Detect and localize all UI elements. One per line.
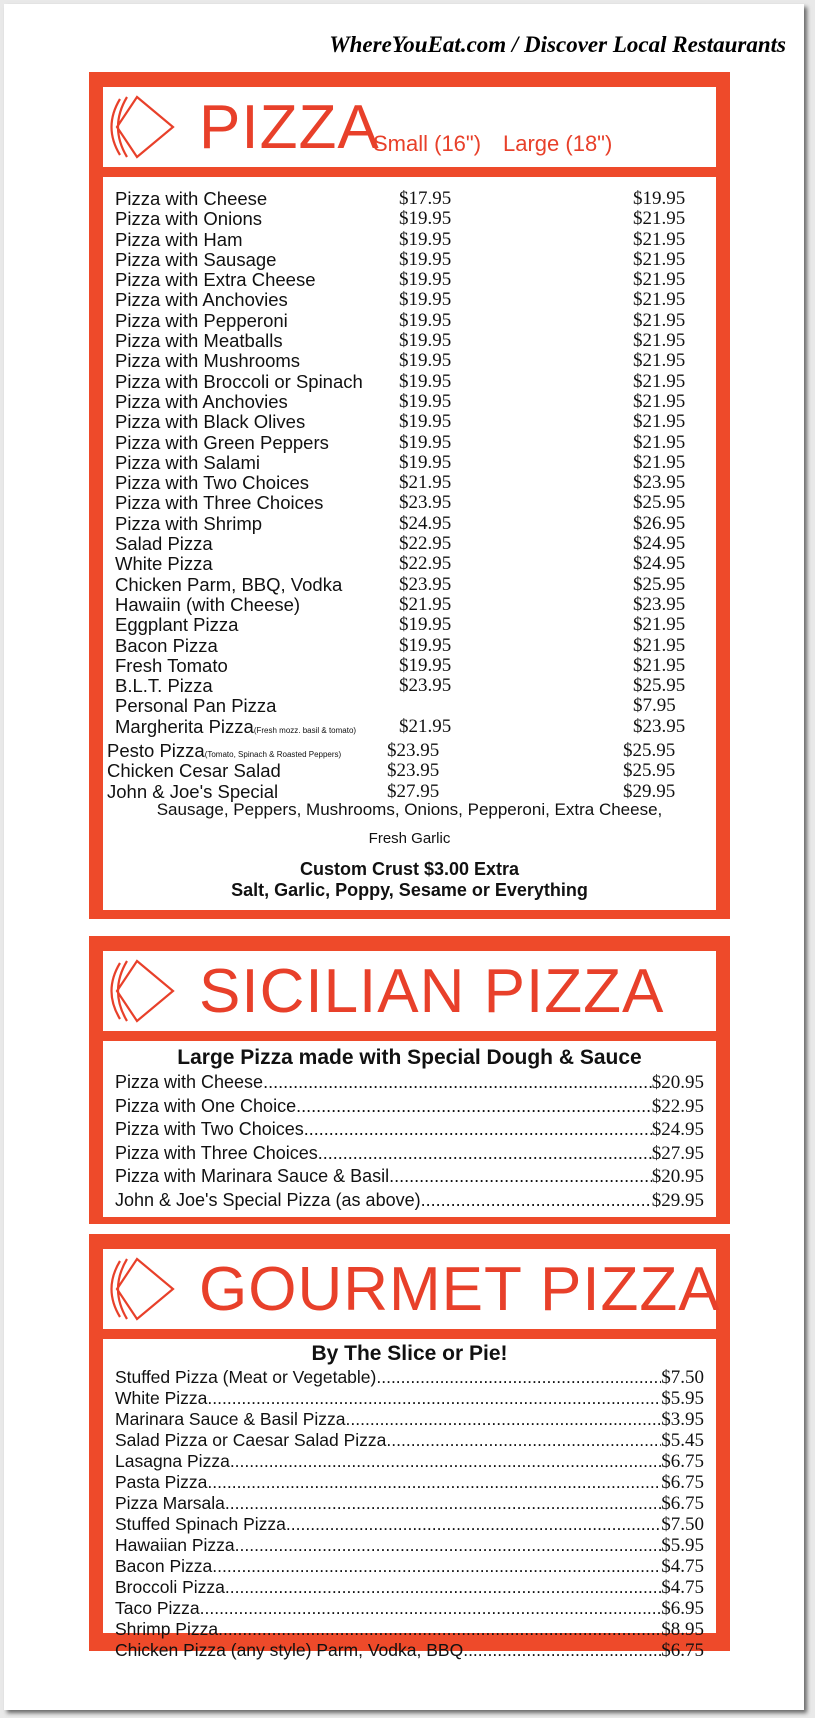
item-name-text: Salad Pizza — [115, 533, 213, 555]
menu-item-row — [115, 250, 704, 270]
item-name: Pasta Pizza — [115, 1472, 208, 1492]
sicilian-subheading: Large Pizza made with Special Dough & Sauce — [177, 1046, 642, 1069]
price-large: $21.95 — [633, 654, 686, 676]
menu-item-row — [115, 1165, 704, 1189]
sicilian-section — [89, 936, 730, 1224]
price-small: $21.95 — [399, 715, 452, 737]
menu-item-row — [107, 740, 704, 762]
item-name — [115, 372, 363, 392]
item-name — [115, 290, 288, 310]
dot-leader — [225, 1577, 661, 1597]
item-name — [115, 270, 316, 290]
special-description: Sausage, Peppers, Mushrooms, Onions, Pepperoni, Extra Cheese, — [156, 799, 663, 819]
gourmet-list — [115, 1367, 704, 1661]
item-name-text: Pizza with Anchovies — [115, 289, 288, 311]
item-name — [115, 696, 276, 716]
menu-item-row — [115, 331, 704, 351]
pizza-header — [103, 87, 716, 167]
menu-item-row — [115, 189, 704, 209]
gourmet-body — [103, 1339, 716, 1661]
price-large: $21.95 — [633, 248, 686, 270]
item-price: $27.95 — [651, 1142, 704, 1164]
price-large: $25.95 — [633, 573, 686, 595]
item-name: Pizza with Three Choices — [115, 1142, 318, 1163]
price-small: $19.95 — [399, 634, 452, 656]
item-name-text: Pizza with Onions — [115, 208, 263, 230]
price-large: $21.95 — [633, 289, 686, 311]
menu-item-row — [115, 1095, 704, 1119]
price-small: $19.95 — [399, 411, 452, 433]
item-name: Pizza with One Choice — [115, 1095, 297, 1116]
item-name-text: Chicken Parm, BBQ, Vodka — [115, 573, 343, 595]
item-name: Pizza with Two Choices — [115, 1119, 304, 1139]
menu-item-row — [107, 760, 704, 782]
price-small: $19.95 — [399, 451, 452, 473]
item-name — [115, 595, 300, 615]
dot-leader — [207, 1388, 661, 1408]
item-price: $4.75 — [661, 1577, 704, 1598]
item-name — [115, 493, 323, 513]
pizza-body — [103, 177, 716, 910]
item-name-text: Pizza with Salami — [115, 451, 260, 473]
price-large: $21.95 — [633, 390, 686, 412]
item-price: $22.95 — [651, 1095, 704, 1117]
price-small: $19.95 — [399, 330, 452, 352]
gourmet-title: GOURMET PIZZA — [199, 1255, 721, 1324]
gourmet-section — [89, 1234, 730, 1661]
menu-item-row — [115, 1535, 704, 1556]
price-large: $21.95 — [633, 411, 686, 433]
price-small: $19.95 — [399, 228, 452, 250]
dot-leader — [207, 1472, 661, 1492]
price-small: $19.95 — [399, 269, 452, 291]
dot-leader — [218, 1619, 661, 1639]
item-name-text: John & Joe's Special — [107, 780, 279, 802]
price-small: $19.95 — [399, 248, 452, 270]
menu-item-row — [115, 696, 704, 716]
diamond-logo-icon — [107, 93, 185, 161]
item-name-text: Pesto Pizza — [107, 740, 205, 762]
price-small: $19.95 — [399, 370, 452, 392]
dot-leader — [212, 1556, 661, 1576]
item-name-text: Pizza with Broccoli or Spinach — [115, 370, 363, 392]
item-price: $4.75 — [661, 1556, 704, 1577]
menu-item-row — [115, 1142, 704, 1166]
price-small: $19.95 — [399, 390, 452, 412]
price-large: $26.95 — [633, 512, 686, 534]
item-name — [115, 615, 238, 635]
menu-item-row — [115, 270, 704, 290]
item-name-text: Pizza with Sausage — [115, 248, 277, 270]
price-large: $21.95 — [633, 330, 686, 352]
menu-item-row — [115, 1409, 704, 1430]
menu-item-row — [115, 636, 704, 656]
menu-item-row — [115, 351, 704, 371]
dot-leader — [389, 1165, 652, 1189]
item-name-text: Pizza with Shrimp — [115, 512, 263, 534]
item-name — [115, 554, 213, 574]
item-name: Broccoli Pizza — [115, 1577, 225, 1597]
item-name — [115, 534, 213, 554]
item-name-text: Pizza with Mushrooms — [115, 350, 301, 372]
dot-leader — [376, 1367, 661, 1387]
item-price: $5.95 — [661, 1388, 704, 1409]
dot-leader — [346, 1409, 662, 1429]
price-large: $21.95 — [633, 614, 686, 636]
price-large: $24.95 — [633, 533, 686, 555]
price-small: $23.95 — [387, 740, 440, 762]
item-name: Marinara Sauce & Basil Pizza — [115, 1409, 346, 1429]
item-name — [115, 230, 242, 250]
item-price: $5.45 — [661, 1430, 704, 1451]
item-price: $24.95 — [651, 1119, 704, 1140]
item-name: Pizza Marsala — [115, 1493, 225, 1513]
item-price: $6.95 — [661, 1598, 704, 1619]
menu-item-row — [115, 1493, 704, 1514]
menu-item-row — [115, 534, 704, 554]
menu-item-row — [115, 1367, 704, 1388]
item-name — [115, 636, 218, 656]
item-name-text: Bacon Pizza — [115, 634, 218, 656]
dot-leader — [304, 1118, 652, 1142]
price-small: $19.95 — [399, 350, 452, 372]
menu-item-row — [115, 595, 704, 615]
dot-leader — [225, 1493, 661, 1513]
item-price: $20.95 — [651, 1072, 704, 1093]
menu-item-row — [115, 656, 704, 676]
menu-item-row — [115, 1577, 704, 1598]
menu-item-row — [115, 290, 704, 310]
item-name: Hawaiian Pizza — [115, 1535, 235, 1555]
dot-leader — [286, 1514, 661, 1534]
item-name-text: Fresh Tomato — [115, 654, 228, 676]
item-name — [115, 392, 288, 412]
item-name — [115, 250, 276, 270]
item-name: White Pizza — [115, 1388, 208, 1408]
item-price: $5.95 — [661, 1535, 704, 1556]
item-name: Pizza with Cheese — [115, 1072, 264, 1092]
item-price: $7.50 — [661, 1367, 704, 1388]
menu-item-row — [115, 473, 704, 493]
item-name — [115, 433, 329, 453]
diamond-logo-icon — [107, 1255, 185, 1323]
menu-item-row — [115, 1451, 704, 1472]
sicilian-list — [115, 1071, 704, 1212]
gourmet-subheading: By The Slice or Pie! — [311, 1342, 508, 1365]
pizza-extra-list — [107, 740, 704, 802]
item-price: $3.95 — [661, 1409, 704, 1430]
item-name: Stuffed Spinach Pizza — [115, 1514, 286, 1534]
sicilian-body — [103, 1041, 716, 1217]
price-large: $25.95 — [633, 492, 686, 514]
menu-item-row — [115, 1619, 704, 1640]
menu-item-row — [115, 493, 704, 513]
price-small: $19.95 — [399, 654, 452, 676]
item-name: Bacon Pizza — [115, 1556, 213, 1576]
item-note: (Fresh mozz. basil & tomato) — [253, 725, 357, 735]
item-name: Taco Pizza — [115, 1598, 200, 1618]
gourmet-header — [103, 1249, 721, 1329]
menu-item-row — [115, 1071, 704, 1095]
item-name-text: Pizza with Extra Cheese — [115, 269, 316, 291]
price-large: $23.95 — [633, 715, 686, 737]
item-name — [115, 453, 260, 473]
item-name: Stuffed Pizza (Meat or Vegetable) — [115, 1367, 377, 1387]
item-name: Pizza with Marinara Sauce & Basil — [115, 1166, 390, 1186]
item-name-text: Pizza with Two Choices — [115, 472, 309, 494]
item-name-text: Eggplant Pizza — [115, 614, 239, 636]
price-large: $21.95 — [633, 634, 686, 656]
item-name: Chicken Pizza (any style) Parm, Vodka, BBQ — [115, 1640, 464, 1660]
item-price: $29.95 — [651, 1189, 704, 1211]
item-name — [107, 761, 281, 781]
item-name-text: Pizza with Green Peppers — [115, 431, 329, 453]
menu-item-row — [115, 453, 704, 473]
price-small: $19.95 — [399, 614, 452, 636]
item-name-text: Pizza with Anchovies — [115, 390, 288, 412]
item-price: $7.50 — [661, 1514, 704, 1535]
item-name — [115, 311, 288, 331]
dot-leader — [386, 1430, 661, 1450]
price-small: $19.95 — [399, 289, 452, 311]
dot-leader — [200, 1598, 662, 1618]
menu-item-row — [115, 575, 704, 595]
dot-leader — [421, 1189, 652, 1213]
item-name-text: Personal Pan Pizza — [115, 695, 277, 717]
price-small: $21.95 — [399, 472, 452, 494]
dot-leader — [230, 1451, 661, 1471]
item-name — [115, 351, 300, 371]
menu-item-row — [115, 1598, 704, 1619]
item-name-text: Pizza with Black Olives — [115, 411, 306, 433]
sicilian-header — [103, 951, 716, 1031]
price-small: $17.95 — [399, 188, 452, 209]
item-name: Salad Pizza or Caesar Salad Pizza — [115, 1430, 387, 1450]
diamond-logo-icon — [107, 957, 185, 1025]
menu-item-row — [115, 209, 704, 229]
item-name — [115, 189, 267, 209]
menu-item-row — [115, 1189, 704, 1213]
price-large: $21.95 — [633, 208, 686, 230]
menu-item-row — [115, 514, 704, 534]
price-small: $23.95 — [399, 573, 452, 595]
price-large: $25.95 — [623, 740, 676, 762]
pizza-section — [89, 72, 730, 919]
item-price: $8.95 — [661, 1619, 704, 1640]
price-large: $25.95 — [623, 760, 676, 782]
price-large: $23.95 — [633, 472, 686, 494]
price-small: $23.95 — [399, 675, 452, 697]
sicilian-title: SICILIAN PIZZA — [199, 957, 665, 1026]
price-large: $21.95 — [633, 269, 686, 291]
item-name-text: B.L.T. Pizza — [115, 675, 213, 697]
menu-item-row — [115, 433, 704, 453]
item-price: $6.75 — [661, 1472, 704, 1493]
price-large: $21.95 — [633, 370, 686, 392]
menu-page — [4, 4, 804, 1710]
menu-item-row — [115, 230, 704, 250]
item-name — [115, 331, 283, 351]
item-name: Lasagna Pizza — [115, 1451, 230, 1471]
price-large: $21.95 — [633, 309, 686, 331]
item-name-text: Pizza with Cheese — [115, 188, 268, 209]
price-large: $24.95 — [633, 553, 686, 575]
dot-leader — [235, 1535, 662, 1555]
price-small: $22.95 — [399, 553, 452, 575]
price-large: $25.95 — [633, 675, 686, 697]
item-price: $6.75 — [661, 1493, 704, 1514]
menu-item-row — [115, 1640, 704, 1661]
price-small: $23.95 — [399, 492, 452, 514]
item-name-text: Margherita Pizza — [115, 715, 254, 737]
item-name-text: Pizza with Ham — [115, 228, 243, 250]
item-name — [115, 575, 342, 595]
site-header: WhereYouEat.com / Discover Local Restaurants — [329, 32, 786, 57]
size-small-label: Small (16") — [373, 131, 482, 156]
pizza-title: PIZZA — [199, 93, 380, 162]
pizza-list — [115, 189, 704, 737]
menu-item-row — [115, 717, 704, 737]
dot-leader — [463, 1640, 661, 1660]
item-name-text: Chicken Cesar Salad — [107, 760, 281, 782]
item-name — [107, 782, 278, 802]
item-name — [115, 717, 356, 741]
menu-item-row — [115, 1556, 704, 1577]
item-price: $6.75 — [661, 1451, 704, 1472]
item-name — [115, 514, 262, 534]
menu-item-row — [115, 1388, 704, 1409]
dot-leader — [296, 1095, 652, 1119]
size-large-label: Large (18") — [503, 131, 613, 156]
price-large: $23.95 — [633, 593, 686, 615]
item-name-text: Pizza with Pepperoni — [115, 309, 288, 331]
item-name — [115, 676, 213, 696]
item-name-text: Pizza with Meatballs — [115, 330, 283, 352]
crust-options: Salt, Garlic, Poppy, Sesame or Everything — [231, 879, 588, 900]
price-large: $19.95 — [633, 188, 686, 209]
price-small: $19.95 — [399, 431, 452, 453]
menu-item-row — [115, 1118, 704, 1142]
item-name — [115, 473, 309, 493]
price-large: $7.95 — [633, 695, 676, 717]
custom-crust-price: Custom Crust $3.00 Extra — [299, 858, 520, 879]
menu-item-row — [115, 412, 704, 432]
menu-item-row — [107, 780, 704, 802]
price-large: $29.95 — [623, 780, 676, 802]
price-small: $23.95 — [387, 760, 440, 782]
price-small: $27.95 — [387, 780, 440, 802]
dot-leader — [263, 1071, 652, 1095]
item-note: (Tomato, Spinach & Roasted Peppers) — [204, 750, 342, 760]
menu-item-row — [115, 615, 704, 635]
price-small: $22.95 — [399, 533, 452, 555]
dot-leader — [318, 1142, 652, 1166]
menu-item-row — [115, 372, 704, 392]
item-name-text: Pizza with Three Choices — [115, 492, 324, 514]
item-name — [115, 209, 262, 229]
item-name: Shrimp Pizza — [115, 1619, 219, 1639]
price-small: $19.95 — [399, 309, 452, 331]
price-small: $24.95 — [399, 512, 452, 534]
price-large: $21.95 — [633, 431, 686, 453]
special-description-garlic: Fresh Garlic — [368, 829, 451, 847]
menu-item-row — [115, 1514, 704, 1535]
menu-item-row — [115, 392, 704, 412]
price-large: $21.95 — [633, 350, 686, 372]
item-price: $6.75 — [661, 1640, 704, 1661]
item-price: $20.95 — [651, 1166, 704, 1187]
item-name-text: Hawaiin (with Cheese) — [115, 593, 301, 615]
price-small: $19.95 — [399, 208, 452, 230]
item-name — [115, 656, 228, 676]
item-name — [115, 412, 305, 432]
item-name-text: White Pizza — [115, 553, 213, 575]
menu-item-row — [115, 1472, 704, 1493]
menu-item-row — [115, 676, 704, 696]
menu-item-row — [115, 554, 704, 574]
item-name: John & Joe's Special Pizza (as above) — [115, 1189, 421, 1210]
menu-item-row — [115, 1430, 704, 1451]
menu-item-row — [115, 311, 704, 331]
price-large: $21.95 — [633, 228, 686, 250]
price-small: $21.95 — [399, 593, 452, 615]
price-large: $21.95 — [633, 451, 686, 473]
